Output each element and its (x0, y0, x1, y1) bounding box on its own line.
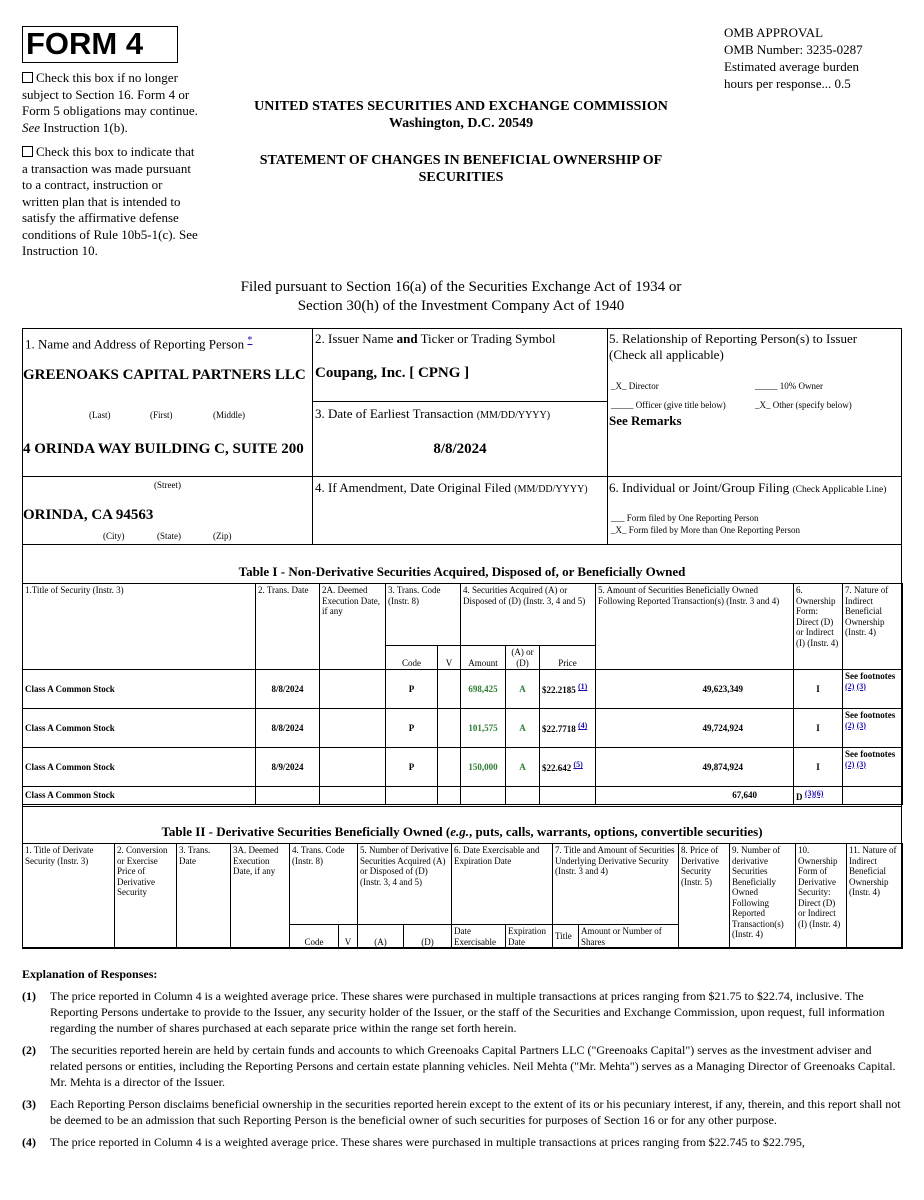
box6-label-text: 6. Individual or Joint/Group Filing (609, 480, 793, 495)
price-value: $22.642 (542, 763, 572, 774)
table2-title-b: , puts, calls, warrants, options, convertible securities) (468, 824, 763, 839)
box3-label-format: (MM/DD/YYYY) (476, 410, 551, 421)
last-label: (Last) (89, 410, 111, 420)
amount: 150,000 (461, 748, 506, 787)
t2-date-ex-header: Date Exercisable (452, 925, 506, 949)
deemed-date (320, 748, 386, 787)
table1-frame (22, 545, 902, 807)
box2-label (315, 331, 556, 347)
footnote-text: The price reported in Column 4 is a weighted average price. These shares were purchased in multiple transactions at prices ranging from $21.75 to $22.74, inclusive. The Reporting Persons undertake to provide to the Issuer, any security holder of the Issuer, or the staff of the Securities and Exchange Commission, upon request, full information regarding the number of shares purchased at each separate price within the range set forth herein. (50, 989, 885, 1035)
middle-label: (Middle) (213, 410, 245, 420)
trans-date: 8/8/2024 (256, 709, 320, 748)
t1-price-header: Price (540, 646, 596, 670)
explanation-of-responses (22, 966, 902, 1156)
footnote-link[interactable]: (2) (845, 720, 855, 730)
footnote-text: Each Reporting Person disclaims beneficial ownership in the securities reported herein except to the extent of its or his pecuniary interest, if any, therein, and this report shall not be deemed to be an admission that such Reporting Person is the beneficial owner of such securities for purposes of Section 16 or for any other purpose. (50, 1097, 901, 1127)
checkbox-icon[interactable] (22, 146, 33, 157)
amount-owned: 49,724,924 (596, 709, 794, 748)
nature-text: See footnotes (845, 710, 896, 720)
box6-label (609, 480, 886, 496)
v-cell (438, 748, 461, 787)
statement-line2: SECURITIES (418, 170, 504, 185)
officer-checkbox[interactable] (611, 400, 726, 411)
table2-header-row (23, 844, 903, 925)
box4-label (315, 480, 588, 496)
box5-label-line1: 5. Relationship of Reporting Person(s) to Issuer (609, 331, 858, 346)
filed-pursuant (200, 278, 722, 316)
see-remarks: See Remarks (609, 413, 682, 428)
issuer-name: Coupang, Inc. [ CPNG ] (315, 365, 470, 381)
box1-label-text: 1. Name and Address of Reporting Person (25, 336, 248, 352)
footnote-item (22, 1134, 902, 1150)
t2-col3-header: 3. Trans. Date (177, 844, 231, 949)
amount-owned: 49,623,349 (596, 670, 794, 709)
t2-col5-header: 5. Number of Derivative Securities Acquired (A) or Disposed of (D) (Instr. 3, 4 and 5) (358, 844, 452, 925)
table2-title-eg: e.g. (450, 824, 469, 839)
table-row (23, 709, 903, 748)
footnote-link[interactable]: (5) (573, 760, 583, 770)
t1-amount-header: Amount (461, 646, 506, 670)
v-cell (438, 670, 461, 709)
officer-label: Officer (give title below) (633, 400, 726, 410)
first-label: (First) (150, 410, 173, 420)
one-mark: ___ (611, 513, 625, 523)
table2-frame (22, 806, 902, 948)
agency-line1: UNITED STATES SECURITIES AND EXCHANGE COMMISSION (254, 99, 668, 114)
v-cell (438, 709, 461, 748)
box6-label-small: (Check Applicable Line) (792, 485, 887, 495)
omb-line: Estimated average burden (724, 59, 859, 74)
nature-of-ownership (843, 709, 903, 748)
owner-label: 10% Owner (777, 381, 823, 391)
checkbox1-text-b: Instruction 1(b). (40, 119, 128, 135)
zip-label: (Zip) (213, 531, 232, 541)
footnote-link[interactable]: (2) (845, 759, 855, 769)
nature-of-ownership (843, 748, 903, 787)
table2-title-a: Table II - Derivative Securities Beneficially Owned ( (161, 824, 451, 839)
ownership-form: I (794, 670, 843, 709)
filed-line2: Section 30(h) of the Investment Company Act of 1940 (297, 298, 625, 314)
price (540, 748, 596, 787)
ten-percent-owner-checkbox[interactable] (755, 381, 823, 392)
amount: 101,575 (461, 709, 506, 748)
footnote-number: (3) (22, 1097, 36, 1111)
agency-heading (200, 98, 722, 132)
t2-exp-header: Expiration Date (506, 925, 553, 949)
one-reporting-person-option[interactable] (611, 513, 759, 524)
price (540, 709, 596, 748)
other-label: Other (specify below) (770, 400, 852, 410)
officer-mark: _____ (611, 400, 634, 410)
t2-amount-header: Amount or Number of Shares (579, 925, 679, 949)
other-checkbox[interactable] (755, 400, 852, 411)
t1-col2a-header: 2A. Deemed Execution Date, if any (320, 584, 386, 670)
omb-line: hours per response... 0.5 (724, 76, 851, 91)
amount-owned: 67,640 (596, 787, 794, 805)
t1-aord-header: (A) or (D) (506, 646, 540, 670)
more-label: Form filed by More than One Reporting Person (626, 525, 800, 535)
statement-heading (200, 152, 722, 186)
t1-col2-header: 2. Trans. Date (256, 584, 320, 670)
footnote-link[interactable]: (4) (578, 721, 588, 731)
street-address: 4 ORINDA WAY BUILDING C, SUITE 200 (23, 441, 304, 457)
nature-text: See footnotes (845, 671, 896, 681)
box4-label-format: (MM/DD/YYYY) (514, 484, 588, 495)
city-state-zip: ORINDA, CA 94563 (23, 507, 154, 523)
t2-a-header: (A) (358, 925, 404, 949)
security-title: Class A Common Stock (23, 748, 256, 787)
table-row (23, 670, 903, 709)
t2-col8-header: 8. Price of Derivative Security (Instr. 5) (679, 844, 730, 949)
t2-col6-header: 6. Date Exercisable and Expiration Date (452, 844, 553, 925)
reporting-person-name: GREENOAKS CAPITAL PARTNERS LLC (23, 367, 306, 383)
footnote-link[interactable]: (3) (856, 720, 866, 730)
footnote-link[interactable]: (3)(6) (804, 788, 824, 798)
footnote-text: The price reported in Column 4 is a weighted average price. These shares were purchased in multiple transactions at prices ranging from $22.745 to $22.795, (50, 1135, 805, 1149)
footnote-number: (2) (22, 1043, 36, 1057)
table2 (22, 843, 903, 949)
owner-mark: _____ (755, 381, 778, 391)
t2-col1-header: 1. Title of Derivate Security (Instr. 3) (23, 844, 115, 949)
other-mark: _X_ (755, 400, 771, 410)
trans-code: P (386, 709, 438, 748)
security-title: Class A Common Stock (23, 709, 256, 748)
t2-col11-header: 11. Nature of Indirect Beneficial Ownership (Instr. 4) (847, 844, 903, 949)
price (540, 670, 596, 709)
checkbox1-see: See (22, 119, 41, 135)
t2-code-header: Code (290, 925, 339, 949)
t2-col9-header: 9. Number of derivative Securities Beneficially Owned Following Reported Transaction(s) (Instr. 4) (730, 844, 796, 949)
director-mark: _X_ (611, 381, 627, 391)
table-row (23, 748, 903, 787)
footnote-link[interactable]: (3) (856, 681, 866, 691)
director-checkbox[interactable] (611, 381, 659, 392)
t2-col7-header: 7. Title and Amount of Securities Underlying Derivative Security (Instr. 3 and 4) (553, 844, 679, 925)
price-value: $22.2185 (542, 685, 576, 696)
table-row (23, 787, 903, 805)
footnote-item (22, 1096, 902, 1128)
security-title: Class A Common Stock (23, 787, 256, 805)
omb-line: OMB APPROVAL (724, 25, 824, 40)
price-value: $22.7718 (542, 724, 576, 735)
t2-col10-header: 10. Ownership Form of Derivative Security: Direct (D) or Indirect (I) (Instr. 4) (796, 844, 847, 949)
footnote-number: (4) (22, 1135, 36, 1149)
table2-title (23, 823, 901, 840)
t1-col6-header: 6. Ownership Form: Direct (D) or Indirect (I) (Instr. 4) (794, 584, 843, 670)
reporting-person-section (22, 328, 902, 545)
more-mark: _X_ (611, 525, 627, 535)
table1-header-row (23, 584, 903, 646)
box1-asterisk-link[interactable]: * (247, 335, 253, 346)
t2-col4-header: 4. Trans. Code (Instr. 8) (290, 844, 358, 925)
t1-col5-header: 5. Amount of Securities Beneficially Owned Following Reported Transaction(s) (Instr. 3 and 4) (596, 584, 794, 670)
t1-col7-header: 7. Nature of Indirect Beneficial Ownership (Instr. 4) (843, 584, 903, 670)
trans-code: P (386, 748, 438, 787)
table1-title: Table I - Non-Derivative Securities Acquired, Disposed of, or Beneficially Owned (238, 564, 686, 579)
nature-text: See footnotes (845, 749, 896, 759)
t1-code-header: Code (386, 646, 438, 670)
a-or-d: A (506, 709, 540, 748)
box3-label (315, 406, 550, 422)
footnote-link[interactable]: (1) (578, 682, 588, 692)
trans-code: P (386, 670, 438, 709)
box3-label-text: 3. Date of Earliest Transaction (315, 406, 477, 421)
nature-of-ownership (843, 670, 903, 709)
a-or-d: A (506, 670, 540, 709)
t2-col3a-header: 3A. Deemed Execution Date, if any (231, 844, 290, 949)
trans-date: 8/9/2024 (256, 748, 320, 787)
t1-col3-header: 3. Trans. Code (Instr. 8) (386, 584, 461, 646)
director-label: Director (626, 381, 659, 391)
one-label: Form filed by One Reporting Person (624, 513, 759, 523)
trans-date: 8/8/2024 (256, 670, 320, 709)
box2-label-and: and (396, 331, 418, 346)
amount-owned: 49,874,924 (596, 748, 794, 787)
t1-col4-header: 4. Securities Acquired (A) or Disposed of (D) (Instr. 3, 4 and 5) (461, 584, 596, 646)
table1 (22, 583, 903, 805)
explanation-heading: Explanation of Responses: (22, 967, 158, 981)
t1-v-header: V (438, 646, 461, 670)
omb-approval (724, 24, 863, 92)
earliest-transaction-date: 8/8/2024 (433, 441, 487, 457)
street-label: (Street) (154, 480, 181, 490)
box5-label (609, 331, 901, 363)
checkbox-10b5-1[interactable] (22, 144, 202, 260)
footnote-link[interactable]: (3) (856, 759, 866, 769)
statement-line1: STATEMENT OF CHANGES IN BENEFICIAL OWNERSHIP OF (259, 153, 663, 168)
ownership-form: I (794, 709, 843, 748)
more-reporting-persons-option[interactable] (611, 525, 800, 536)
footnote-number: (1) (22, 989, 36, 1003)
footnote-item (22, 1042, 902, 1090)
checkbox2-text: Check this box to indicate that a transaction was made pursuant to a contract, instruction or written plan that is intended to satisfy the affirmative defense conditions of Rule 10b5-1(c). See Instruction 10. (22, 144, 198, 258)
amount: 698,425 (461, 670, 506, 709)
box2-label-a: 2. Issuer Name (315, 331, 397, 346)
checkbox1-text-a: Check this box if no longer subject to Section 16. Form 4 or Form 5 obligations may continue. (22, 70, 198, 118)
t2-col2-header: 2. Conversion or Exercise Price of Derivative Security (115, 844, 177, 949)
box4-label-text: 4. If Amendment, Date Original Filed (315, 480, 515, 495)
deemed-date (320, 670, 386, 709)
filed-line1: Filed pursuant to Section 16(a) of the Securities Exchange Act of 1934 or (240, 279, 682, 295)
t2-d-header: (D) (404, 925, 452, 949)
box5-label-line2: (Check all applicable) (609, 347, 724, 362)
box2-label-b: Ticker or Trading Symbol (417, 331, 556, 346)
city-label: (City) (103, 531, 125, 541)
security-title: Class A Common Stock (23, 670, 256, 709)
footnote-item (22, 988, 902, 1036)
checkbox-icon[interactable] (22, 72, 33, 83)
form-value: D (796, 791, 803, 802)
omb-line: OMB Number: 3235-0287 (724, 42, 863, 57)
footnote-link[interactable]: (2) (845, 681, 855, 691)
checkbox-no-longer-subject[interactable] (22, 70, 200, 136)
deemed-date (320, 709, 386, 748)
t2-v-header: V (339, 925, 358, 949)
state-label: (State) (157, 531, 181, 541)
form-title: FORM 4 (22, 26, 178, 63)
footnote-text: The securities reported herein are held by certain funds and accounts to which Greenoaks Capital Partners LLC ("Greenoaks Capital") serves as the investment adviser and related persons or entities, including the Reporting Persons and certain estate planning vehicles. Neil Mehta ("Mr. Mehta") serves as a Managing Director of Greenoaks Capital. Mr. Mehta is a director of the Issuer. (50, 1043, 896, 1089)
box1-label (25, 335, 252, 352)
t1-col1-header: 1.Title of Security (Instr. 3) (23, 584, 256, 670)
a-or-d: A (506, 748, 540, 787)
agency-line2: Washington, D.C. 20549 (388, 116, 534, 131)
ownership-form (794, 787, 843, 805)
t2-title-header: Title (553, 925, 579, 949)
ownership-form: I (794, 748, 843, 787)
